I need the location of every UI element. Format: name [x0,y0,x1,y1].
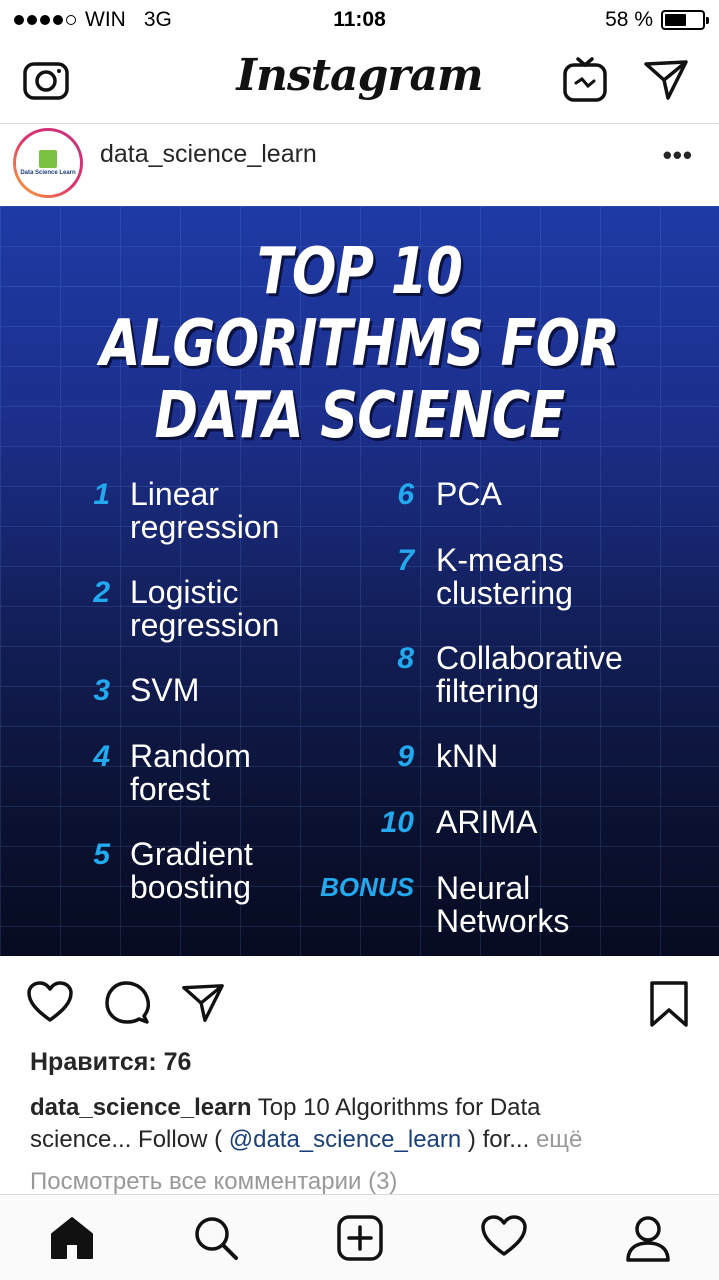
list-item [436,806,537,839]
item-line: kNN [436,738,499,774]
avatar-logo-text: Data Science Learn [20,170,76,176]
battery-icon [661,10,705,30]
list-number: 5 [93,838,110,871]
logo-cube-icon [39,150,57,168]
list-item [436,740,498,773]
item-line: regression [130,607,280,643]
item-line: Gradient [130,836,253,872]
item-line: ARIMA [436,804,538,840]
item-line: Random [130,738,251,774]
share-icon[interactable] [180,980,226,1031]
clock: 11:08 [333,8,386,31]
caption-mention-link[interactable]: @data_science_learn [228,1126,462,1153]
image-title-line: DATA SCIENCE [154,379,565,453]
list-item [130,838,253,904]
view-comments-link[interactable]: Посмотреть все комментарии (3) [30,1168,398,1194]
item-line: Linear [130,476,219,512]
item-line: PCA [436,476,502,512]
post-username[interactable]: data_science_learn [100,140,317,168]
more-options-icon[interactable]: ••• [662,140,693,170]
battery-fill [665,14,686,26]
item-line: forest [130,771,211,807]
activity-heart-icon[interactable] [480,1214,528,1263]
list-number: 3 [93,674,110,707]
caption-text: science... Follow ( [30,1126,223,1153]
list-item [130,674,199,707]
profile-icon[interactable] [624,1214,672,1267]
caption-more-link[interactable]: ещё [535,1126,583,1153]
bottom-tab-bar [0,1194,719,1280]
list-number: 6 [397,478,414,511]
network-label: 3G [143,8,172,31]
app-header [0,40,719,124]
igtv-icon[interactable] [562,56,608,109]
instagram-logo: Instagram [236,50,483,101]
new-post-icon[interactable] [336,1214,384,1267]
item-line: regression [130,509,280,545]
item-line: Neural [436,870,531,906]
list-number: 4 [93,740,110,773]
item-line: Logistic [130,574,239,610]
carrier-label: WIN [85,8,126,31]
list-number: 1 [93,478,110,511]
post-header [0,124,719,206]
item-line: clustering [436,575,573,611]
battery-percent: 58 % [605,8,653,31]
list-item [130,478,279,544]
list-number: 8 [397,642,414,675]
item-line: Networks [436,903,570,939]
list-item [130,576,279,642]
list-number: 9 [397,740,414,773]
caption-username[interactable]: data_science_learn [30,1094,252,1121]
like-heart-icon[interactable] [26,980,74,1029]
post-actions [0,956,719,1046]
list-number: 2 [93,576,110,609]
list-item [436,478,502,511]
list-item [436,642,623,708]
item-line: filtering [436,673,540,709]
direct-icon[interactable] [642,56,690,109]
home-icon[interactable] [48,1214,96,1267]
list-number: 10 [380,806,414,839]
list-number: 7 [397,544,414,577]
bookmark-icon[interactable] [648,980,690,1033]
avatar-inner [16,131,80,195]
item-line: K-means [436,542,565,578]
image-title-line: TOP 10 [256,235,463,309]
item-line: SVM [130,672,200,708]
avatar[interactable] [13,128,83,198]
search-icon[interactable] [192,1214,240,1267]
item-line: boosting [130,869,251,905]
post-caption [30,1092,690,1156]
item-line: Collaborative [436,640,623,676]
comment-icon[interactable] [104,980,150,1031]
caption-text: Top 10 Algorithms for Data [257,1094,541,1121]
list-item [436,872,569,938]
list-number: BONUS [320,872,414,902]
list-item [130,740,251,806]
caption-text: ) for... [467,1126,530,1153]
likes-count[interactable]: Нравится: 76 [30,1048,192,1076]
status-bar [0,0,719,40]
list-item [436,544,573,610]
battery-group [605,8,705,32]
post-image[interactable] [0,206,719,956]
image-title-line: ALGORITHMS FOR [99,307,620,381]
